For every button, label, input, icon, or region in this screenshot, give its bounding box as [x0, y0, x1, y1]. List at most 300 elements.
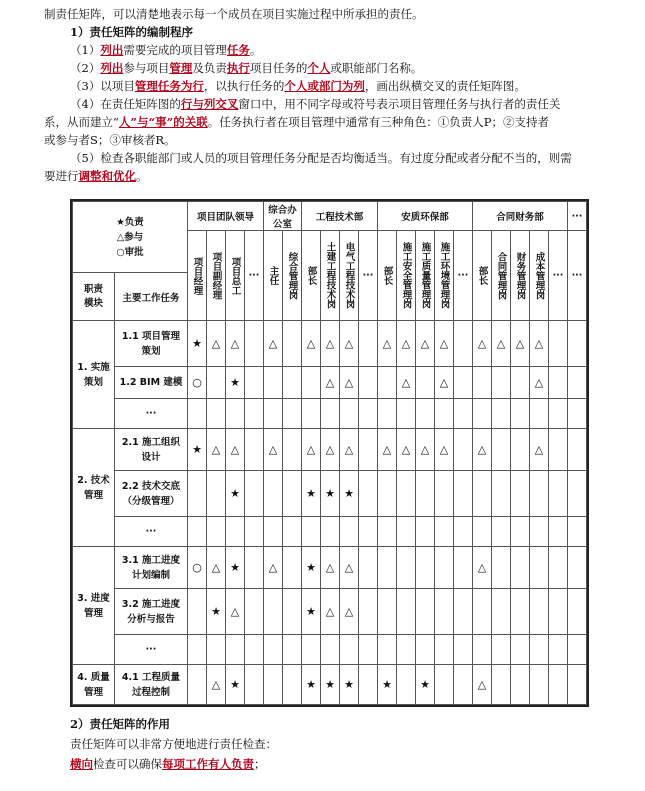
- column-header: [435, 231, 454, 321]
- task-header: 主要工作任务: [115, 273, 188, 321]
- matrix-cell: △: [321, 367, 340, 399]
- matrix-cell: [549, 517, 568, 547]
- matrix-cell: [397, 471, 416, 517]
- matrix-cell: [435, 547, 454, 589]
- matrix-cell: △: [340, 429, 359, 471]
- matrix-cell: [549, 367, 568, 399]
- matrix-cell: [454, 635, 473, 665]
- matrix-cell: [568, 471, 587, 517]
- column-header: [530, 231, 549, 321]
- matrix-cell: △: [340, 367, 359, 399]
- matrix-cell: [549, 589, 568, 635]
- matrix-cell: [454, 547, 473, 589]
- matrix-cell: ★: [302, 547, 321, 589]
- column-header-label: ···: [571, 270, 583, 281]
- matrix-cell: [416, 517, 435, 547]
- matrix-cell: △: [321, 321, 340, 367]
- step-4-roles: 或参与者S；③审核者R。: [44, 133, 176, 147]
- matrix-cell: [302, 399, 321, 429]
- column-header: [302, 231, 321, 321]
- step-2: （2）列出参与项目管理及负责执行项目任务的个人或职能部门名称。: [70, 61, 423, 75]
- column-header: [397, 231, 416, 321]
- matrix-cell: △: [207, 429, 226, 471]
- column-header: [473, 231, 492, 321]
- matrix-cell: △: [416, 429, 435, 471]
- matrix-cell: [549, 471, 568, 517]
- matrix-cell: ★: [302, 471, 321, 517]
- matrix-cell: [264, 471, 283, 517]
- step-1: （1）列出需要完成的项目管理任务。: [70, 43, 262, 57]
- matrix-cell: [378, 589, 397, 635]
- matrix-cell: [340, 399, 359, 429]
- matrix-cell: △: [264, 547, 283, 589]
- matrix-cell: [530, 665, 549, 705]
- matrix-cell: [435, 665, 454, 705]
- column-header-label: 成本管理岗: [533, 251, 545, 300]
- matrix-cell: [530, 589, 549, 635]
- matrix-cell: ★: [226, 547, 245, 589]
- matrix-cell: △: [473, 547, 492, 589]
- matrix-cell: [207, 471, 226, 517]
- group-header: ···: [568, 202, 587, 231]
- table-row: [73, 429, 587, 471]
- matrix-cell: ★: [340, 471, 359, 517]
- matrix-cell: [397, 399, 416, 429]
- section-heading-2: 2）责任矩阵的作用: [70, 717, 171, 731]
- matrix-cell: [568, 547, 587, 589]
- task-cell: 3.1 施工进度计划编制: [115, 547, 188, 589]
- column-header: [416, 231, 435, 321]
- matrix-cell: [283, 429, 302, 471]
- matrix-cell: △: [530, 429, 549, 471]
- matrix-cell: [492, 517, 511, 547]
- matrix-cell: [416, 547, 435, 589]
- task-cell: 2.2 技术交底（分级管理）: [115, 471, 188, 517]
- matrix-cell: [264, 589, 283, 635]
- matrix-cell: △: [397, 321, 416, 367]
- matrix-cell: △: [321, 547, 340, 589]
- matrix-cell: [549, 547, 568, 589]
- matrix-cell: [245, 471, 264, 517]
- matrix-cell: [359, 517, 378, 547]
- matrix-cell: ★: [226, 471, 245, 517]
- matrix-cell: △: [530, 321, 549, 367]
- matrix-cell: [264, 399, 283, 429]
- matrix-cell: △: [473, 321, 492, 367]
- matrix-cell: [245, 547, 264, 589]
- column-header: [226, 231, 245, 321]
- matrix-cell: [283, 589, 302, 635]
- table-row: [73, 321, 587, 367]
- matrix-cell: [435, 399, 454, 429]
- matrix-cell: [359, 321, 378, 367]
- legend-item: △参与: [116, 231, 144, 243]
- matrix-cell: [492, 589, 511, 635]
- matrix-cell: [397, 665, 416, 705]
- matrix-cell: ★: [321, 665, 340, 705]
- matrix-cell: [435, 635, 454, 665]
- legend-cell: [73, 202, 188, 273]
- table-row: [73, 471, 587, 517]
- column-header-label: 财务管理岗: [514, 251, 526, 300]
- column-header-label: 土建工程技术岗: [324, 242, 336, 309]
- matrix-cell: [359, 635, 378, 665]
- usage-line: 责任矩阵可以非常方便地进行责任检查：: [70, 737, 277, 751]
- matrix-cell: [245, 635, 264, 665]
- legend-item: ★负责: [116, 216, 144, 228]
- matrix-cell: [416, 399, 435, 429]
- matrix-cell: △: [207, 665, 226, 705]
- column-header: [188, 231, 207, 321]
- matrix-cell: [416, 367, 435, 399]
- table-row: [73, 635, 587, 665]
- column-header-label: 项目副经理: [210, 251, 222, 300]
- matrix-cell: [245, 429, 264, 471]
- matrix-cell: [530, 517, 549, 547]
- matrix-cell: [454, 665, 473, 705]
- matrix-cell: [264, 665, 283, 705]
- matrix-cell: [568, 589, 587, 635]
- matrix-cell: [359, 589, 378, 635]
- matrix-cell: ★: [378, 665, 397, 705]
- matrix-cell: [568, 321, 587, 367]
- module-header: [73, 273, 115, 321]
- matrix-cell: [454, 471, 473, 517]
- matrix-cell: [435, 517, 454, 547]
- matrix-cell: △: [473, 665, 492, 705]
- matrix-cell: [188, 471, 207, 517]
- table-row: [73, 665, 587, 705]
- module-cell: 1. 实施策划: [73, 321, 115, 429]
- matrix-cell: ★: [226, 367, 245, 399]
- table-row: [73, 589, 587, 635]
- matrix-cell: [511, 665, 530, 705]
- matrix-cell: [378, 517, 397, 547]
- column-header-label: ···: [457, 270, 469, 281]
- matrix-cell: [359, 367, 378, 399]
- matrix-cell: [568, 367, 587, 399]
- matrix-cell: △: [378, 429, 397, 471]
- matrix-cell: [283, 471, 302, 517]
- matrix-cell: [188, 589, 207, 635]
- matrix-cell: [473, 635, 492, 665]
- column-header: [359, 231, 378, 321]
- matrix-cell: [511, 367, 530, 399]
- column-header-label: 项目经理: [191, 256, 203, 295]
- matrix-cell: [321, 399, 340, 429]
- matrix-cell: [226, 399, 245, 429]
- matrix-cell: [511, 429, 530, 471]
- legend-item: ○审批: [116, 246, 144, 258]
- matrix-cell: ★: [226, 665, 245, 705]
- matrix-cell: [568, 635, 587, 665]
- column-header-label: 电气工程技术岗: [343, 242, 355, 309]
- matrix-cell: [226, 517, 245, 547]
- matrix-cell: [283, 321, 302, 367]
- column-header-label: ···: [362, 270, 374, 281]
- matrix-cell: [549, 399, 568, 429]
- matrix-cell: [416, 589, 435, 635]
- matrix-cell: △: [226, 321, 245, 367]
- matrix-cell: [378, 471, 397, 517]
- header-group-row: [73, 202, 587, 231]
- group-header: 安质环保部: [378, 202, 473, 231]
- matrix-cell: [245, 399, 264, 429]
- matrix-cell: [226, 635, 245, 665]
- task-cell: 1.2 BIM 建模: [115, 367, 188, 399]
- matrix-cell: ★: [302, 589, 321, 635]
- matrix-cell: [549, 665, 568, 705]
- matrix-cell: [378, 367, 397, 399]
- matrix-cell: [188, 399, 207, 429]
- group-header: 工程技术部: [302, 202, 378, 231]
- matrix-cell: [359, 399, 378, 429]
- matrix-cell: [283, 367, 302, 399]
- matrix-cell: △: [397, 429, 416, 471]
- matrix-cell: △: [226, 589, 245, 635]
- matrix-cell: [549, 429, 568, 471]
- matrix-cell: [378, 399, 397, 429]
- column-header: [321, 231, 340, 321]
- section-heading-1: 1）责任矩阵的编制程序: [70, 25, 194, 39]
- matrix-cell: [511, 471, 530, 517]
- matrix-cell: [283, 665, 302, 705]
- matrix-cell: △: [378, 321, 397, 367]
- matrix-cell: [397, 589, 416, 635]
- matrix-cell: △: [435, 367, 454, 399]
- matrix-cell: △: [340, 547, 359, 589]
- matrix-cell: [264, 367, 283, 399]
- matrix-cell: [492, 665, 511, 705]
- column-header-label: 施工环境管理岗: [438, 242, 450, 309]
- matrix-cell: [530, 635, 549, 665]
- matrix-cell: [530, 547, 549, 589]
- group-header: 项目团队领导: [188, 202, 264, 231]
- matrix-cell: △: [397, 367, 416, 399]
- matrix-cell: [302, 517, 321, 547]
- task-cell: ···: [115, 517, 188, 547]
- matrix-cell: [473, 399, 492, 429]
- matrix-cell: [416, 471, 435, 517]
- matrix-cell: [454, 321, 473, 367]
- matrix-cell: △: [511, 321, 530, 367]
- matrix-cell: [283, 399, 302, 429]
- matrix-cell: [245, 517, 264, 547]
- column-header-label: ···: [248, 270, 260, 281]
- matrix-cell: [207, 517, 226, 547]
- matrix-cell: ★: [188, 321, 207, 367]
- column-header-label: 施工质量管理岗: [419, 242, 431, 309]
- intro-line: 制责任矩阵，可以清楚地表示每一个成员在项目实施过程中所承担的责任。: [44, 7, 424, 21]
- table-row: [73, 517, 587, 547]
- step-5: （5）检查各职能部门或人员的项目管理任务分配是否均衡适当。有过度分配或者分配不当的，则需: [70, 151, 572, 165]
- horizontal-check-line: 横向检查可以确保每项工作有人负责；: [70, 757, 266, 771]
- matrix-cell: [473, 517, 492, 547]
- matrix-cell: [454, 429, 473, 471]
- column-header-label: 项目总工: [229, 256, 241, 295]
- matrix-cell: [492, 547, 511, 589]
- matrix-cell: [530, 471, 549, 517]
- matrix-cell: [359, 429, 378, 471]
- matrix-cell: [188, 635, 207, 665]
- matrix-cell: [549, 321, 568, 367]
- step-5-cont: 要进行调整和优化。: [44, 169, 148, 183]
- matrix-cell: ○: [188, 367, 207, 399]
- column-header-label: 施工安全管理岗: [400, 242, 412, 309]
- table-row: [73, 399, 587, 429]
- column-header: [245, 231, 264, 321]
- matrix-cell: ★: [302, 665, 321, 705]
- responsibility-matrix: [70, 199, 589, 707]
- matrix-cell: [340, 517, 359, 547]
- matrix-cell: [511, 517, 530, 547]
- column-header-label: ···: [552, 270, 564, 281]
- matrix-cell: [473, 367, 492, 399]
- matrix-cell: [492, 429, 511, 471]
- matrix-cell: [245, 321, 264, 367]
- module-cell: 3. 进度管理: [73, 547, 115, 665]
- group-header: 合同财务部: [473, 202, 568, 231]
- matrix-cell: [188, 517, 207, 547]
- step-4-cont: 系，从而建立“人”与“事”的关联。任务执行者在项目管理中通常有三种角色：①负责人P；②支持者: [44, 115, 549, 129]
- matrix-cell: [283, 635, 302, 665]
- matrix-cell: [454, 517, 473, 547]
- matrix-cell: ○: [188, 547, 207, 589]
- column-header: [568, 231, 587, 321]
- matrix-cell: ★: [340, 665, 359, 705]
- matrix-cell: ★: [321, 471, 340, 517]
- column-header-label: 部长: [305, 266, 317, 285]
- matrix-cell: [207, 367, 226, 399]
- step-3: （3）以项目管理任务为行，以执行任务的个人或部门为列，画出纵横交叉的责任矩阵图。: [70, 79, 526, 93]
- matrix-cell: [302, 635, 321, 665]
- matrix-cell: [473, 589, 492, 635]
- task-cell: 2.1 施工组织设计: [115, 429, 188, 471]
- matrix-cell: [397, 635, 416, 665]
- matrix-cell: [264, 517, 283, 547]
- task-cell: 1.1 项目管理策划: [115, 321, 188, 367]
- matrix-cell: △: [435, 429, 454, 471]
- column-header: [378, 231, 397, 321]
- matrix-cell: [340, 635, 359, 665]
- matrix-cell: [397, 547, 416, 589]
- matrix-cell: [454, 367, 473, 399]
- column-header-label: 合同管理岗: [495, 251, 507, 300]
- task-cell: 3.2 施工进度分析与报告: [115, 589, 188, 635]
- matrix-cell: [435, 471, 454, 517]
- matrix-cell: [397, 517, 416, 547]
- matrix-cell: [302, 367, 321, 399]
- matrix-cell: [511, 399, 530, 429]
- matrix-cell: [283, 547, 302, 589]
- matrix-cell: △: [321, 589, 340, 635]
- column-header-label: 主任: [267, 266, 279, 285]
- matrix-cell: [264, 635, 283, 665]
- module-cell: 2. 技术管理: [73, 429, 115, 547]
- matrix-cell: [378, 635, 397, 665]
- matrix-cell: [359, 471, 378, 517]
- column-header-label: 部长: [381, 266, 393, 285]
- matrix-cell: [511, 547, 530, 589]
- matrix-cell: [492, 367, 511, 399]
- matrix-cell: [454, 399, 473, 429]
- matrix-cell: [454, 589, 473, 635]
- matrix-cell: △: [530, 367, 549, 399]
- module-header-label: 职责模块: [83, 283, 103, 309]
- matrix-cell: △: [340, 589, 359, 635]
- matrix-cell: [568, 665, 587, 705]
- matrix-cell: [378, 547, 397, 589]
- matrix-cell: △: [207, 547, 226, 589]
- column-header: [492, 231, 511, 321]
- column-header: [283, 231, 302, 321]
- matrix-cell: [568, 517, 587, 547]
- matrix-cell: [188, 665, 207, 705]
- matrix-cell: [245, 665, 264, 705]
- group-header: 综合办公室: [264, 202, 302, 231]
- matrix-cell: [321, 517, 340, 547]
- matrix-cell: [511, 635, 530, 665]
- matrix-cell: [359, 547, 378, 589]
- matrix-cell: △: [302, 321, 321, 367]
- task-cell: ···: [115, 399, 188, 429]
- matrix-cell: [359, 665, 378, 705]
- module-cell: 4. 质量管理: [73, 665, 115, 705]
- matrix-cell: [416, 635, 435, 665]
- matrix-cell: [245, 589, 264, 635]
- matrix-cell: △: [416, 321, 435, 367]
- matrix-cell: [321, 635, 340, 665]
- matrix-cell: △: [264, 321, 283, 367]
- matrix-cell: [549, 635, 568, 665]
- matrix-cell: [435, 589, 454, 635]
- table-row: [73, 367, 587, 399]
- matrix-cell: ★: [188, 429, 207, 471]
- matrix-cell: [283, 517, 302, 547]
- matrix-cell: [473, 471, 492, 517]
- matrix-cell: [511, 589, 530, 635]
- matrix-cell: △: [340, 321, 359, 367]
- matrix-cell: [492, 471, 511, 517]
- matrix-cell: △: [435, 321, 454, 367]
- matrix-cell: △: [207, 321, 226, 367]
- matrix-cell: [207, 399, 226, 429]
- task-cell: 4.1 工程质量过程控制: [115, 665, 188, 705]
- matrix-cell: [245, 367, 264, 399]
- matrix-cell: [530, 399, 549, 429]
- column-header: [264, 231, 283, 321]
- matrix-cell: [207, 635, 226, 665]
- matrix-cell: △: [226, 429, 245, 471]
- matrix-cell: △: [492, 321, 511, 367]
- column-header: [549, 231, 568, 321]
- column-header-label: 综合管理岗: [286, 251, 298, 300]
- matrix-cell: ★: [207, 589, 226, 635]
- matrix-cell: [492, 399, 511, 429]
- matrix-cell: [568, 429, 587, 471]
- matrix-cell: △: [321, 429, 340, 471]
- table-row: [73, 547, 587, 589]
- column-header: [454, 231, 473, 321]
- matrix-cell: △: [264, 429, 283, 471]
- column-header: [207, 231, 226, 321]
- matrix-cell: [568, 399, 587, 429]
- matrix-cell: △: [473, 429, 492, 471]
- column-header-label: 部长: [476, 266, 488, 285]
- task-cell: ···: [115, 635, 188, 665]
- column-header: [511, 231, 530, 321]
- column-header: [340, 231, 359, 321]
